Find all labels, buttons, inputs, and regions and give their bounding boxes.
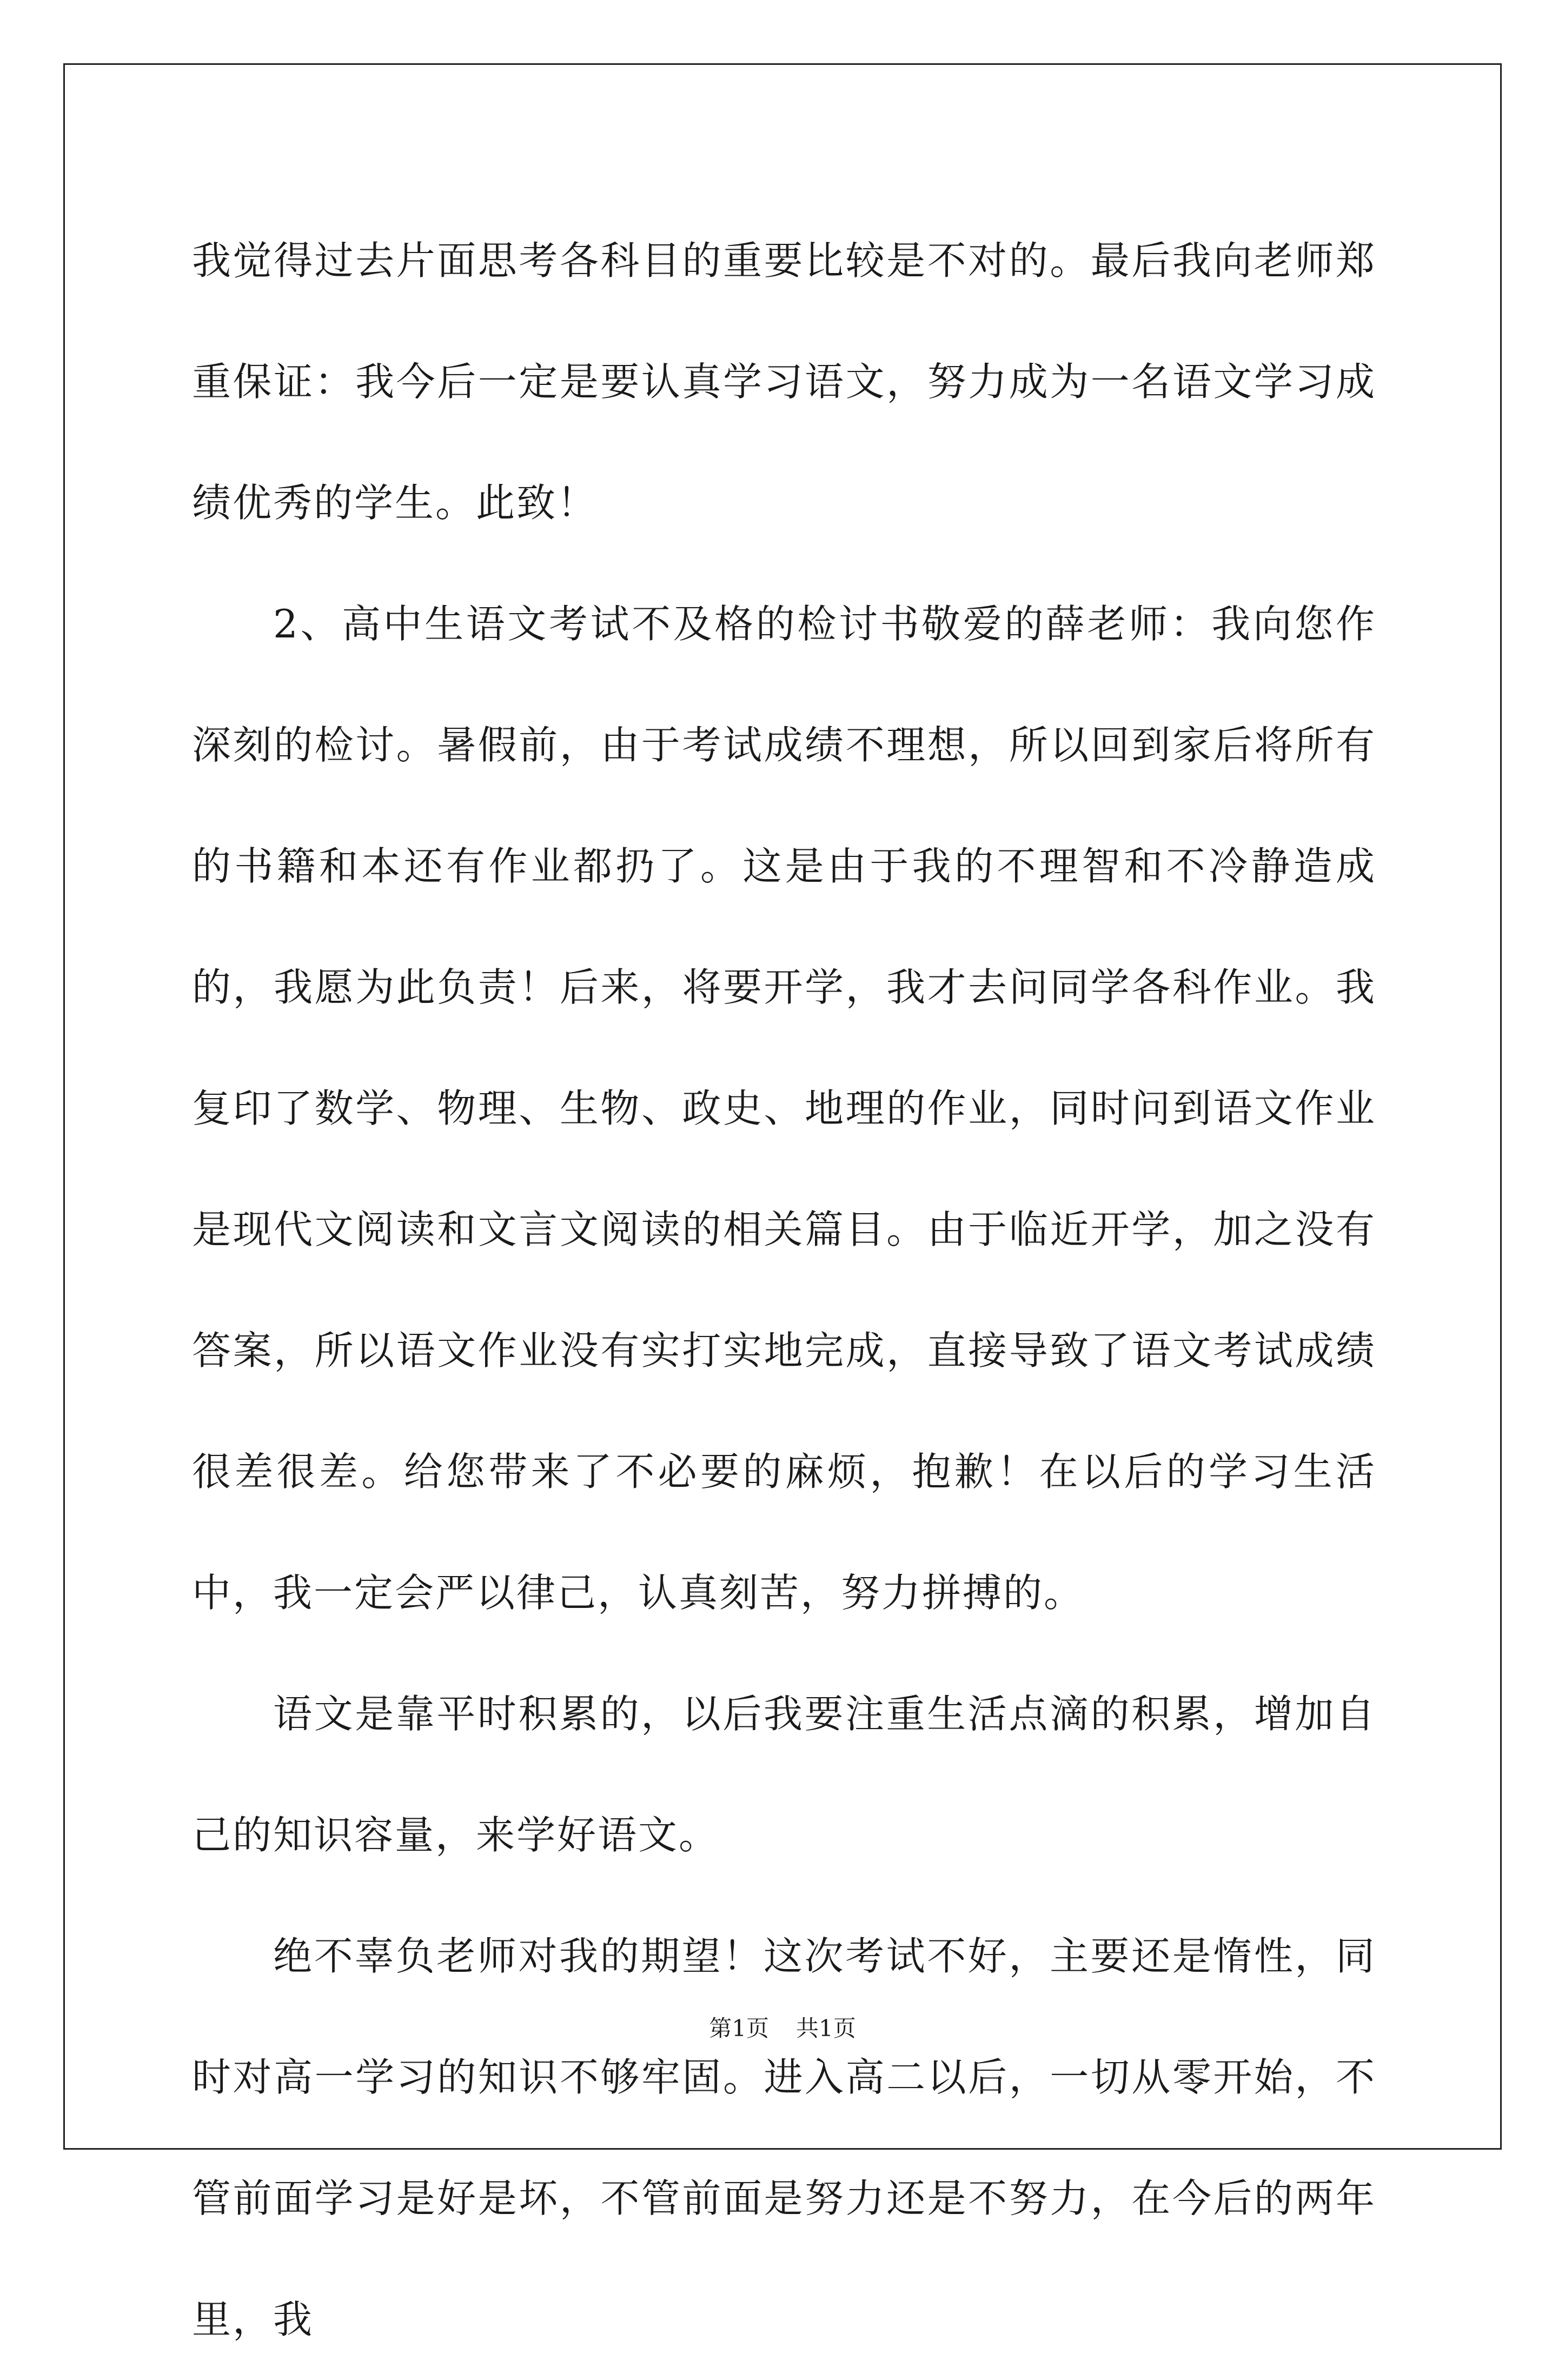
page-number: 第1页 bbox=[709, 2015, 769, 2042]
paragraph: 绝不辜负老师对我的期望！这次考试不好，主要还是惰性，同时对高一学习的知识不够牢固。进入高二以后，一切从零开始，不管前面学习是好是坏，不管前面是努力还是不努力，在今后的两年里，我 bbox=[192, 1933, 1376, 2342]
paragraph: 语文是靠平时积累的，以后我要注重生活点滴的积累，增加自己的知识容量，来学好语文。 bbox=[192, 1691, 1376, 1858]
paragraph: 我觉得过去片面思考各科目的重要比较是不对的。最后我向老师郑重保证：我今后一定是要认真学习语文，努力成为一名语文学习成绩优秀的学生。此致！ bbox=[192, 238, 1376, 526]
paragraph: 2、高中生语文考试不及格的检讨书敬爱的薛老师：我向您作深刻的检讨。暑假前，由于考试成绩不理想，所以回到家后将所有的书籍和本还有作业都扔了。这是由于我的不理智和不冷静造成的，我愿为此负责！后来，将要开学，我才去问同学各科作业。我复印了数学、物理、生物、政史、地理的作业，同时问到语文作业是现代文阅读和文言文阅读的相关篇目。由于临近开学，加之没有答案，所以语文作业没有实打实地完成，直接导致了语文考试成绩很差很差。给您带来了不必要的麻烦，抱歉！在以后的学习生活中，我一定会严以律己，认真刻苦，努力拼搏的。 bbox=[192, 601, 1376, 1616]
document-body bbox=[192, 200, 1376, 2380]
page-footer bbox=[0, 2012, 1565, 2045]
page-total: 共1页 bbox=[796, 2015, 856, 2042]
